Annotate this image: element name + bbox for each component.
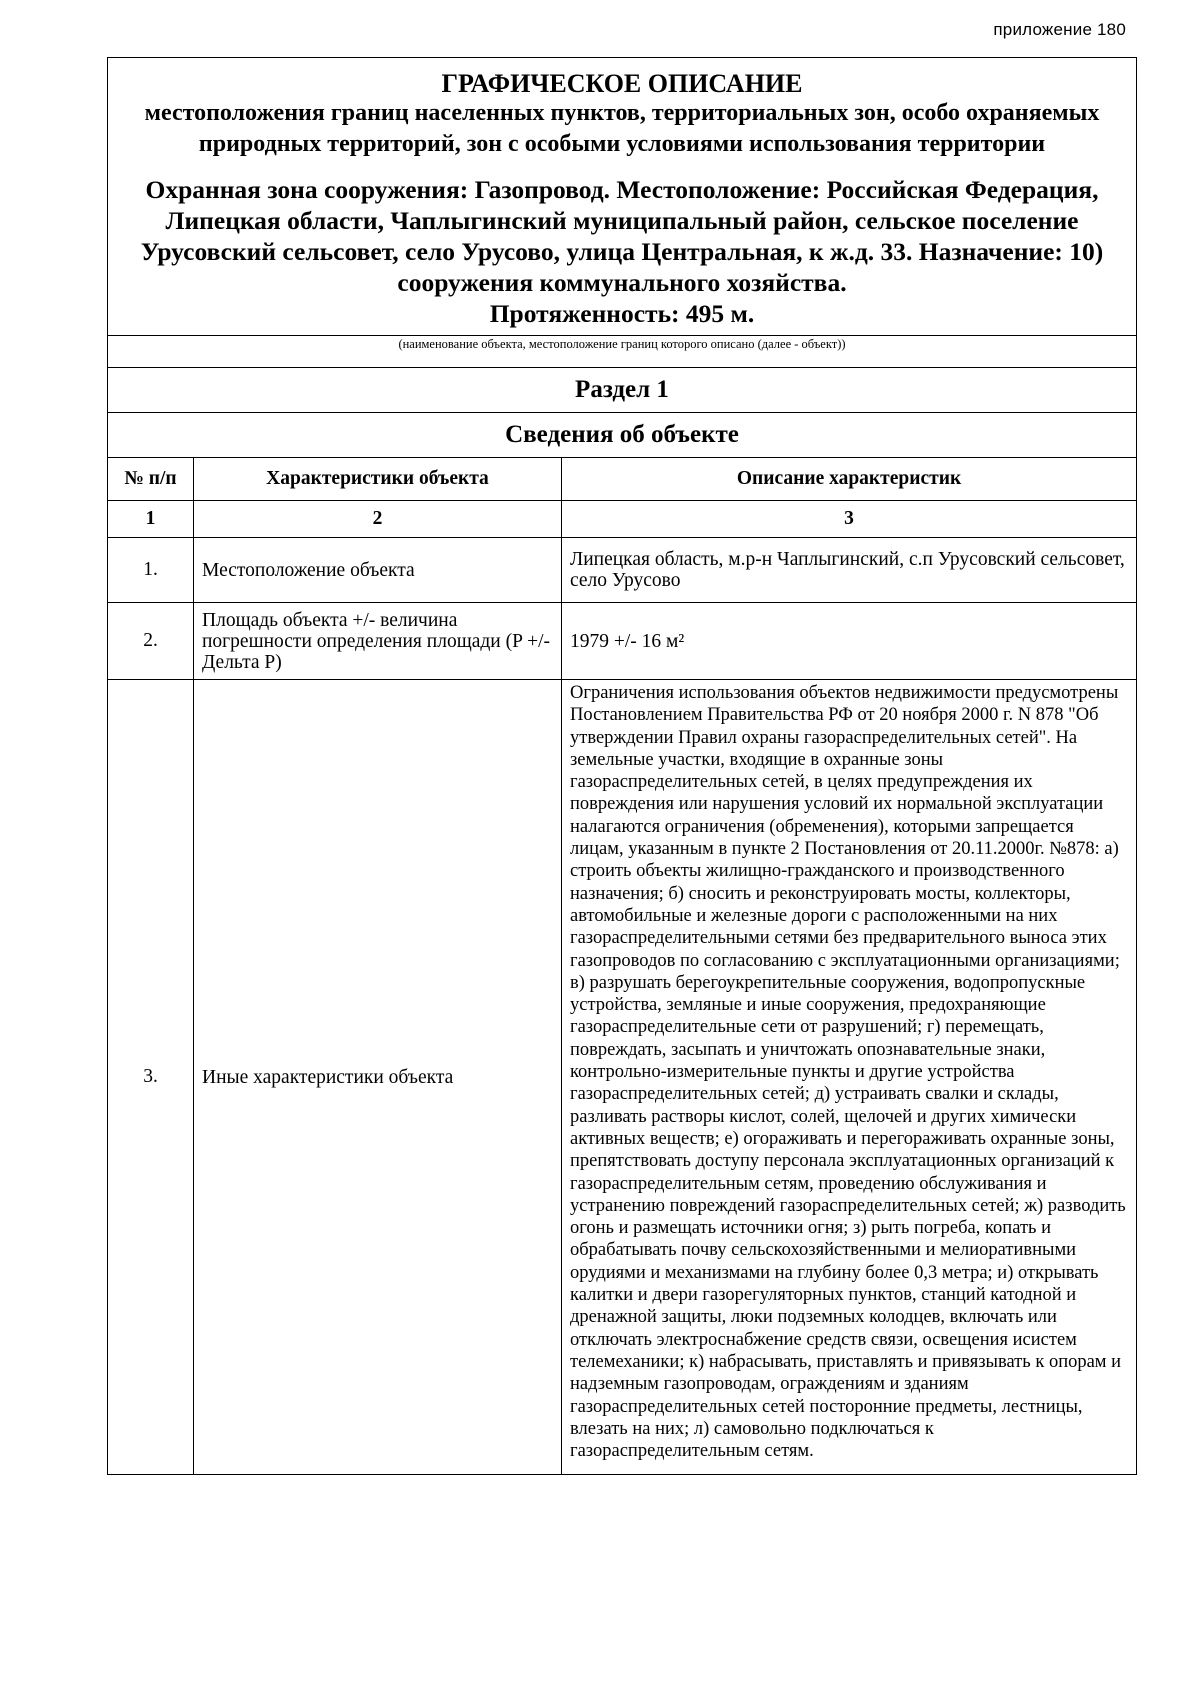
column-number-row — [108, 501, 1137, 538]
row-number: 3. — [108, 680, 194, 1475]
row-description: Ограничения использования объектов недвижимости предусмотрены Постановлением Правительства РФ от 20 ноября 2000 г. N 878 "Об утверждении Правил охраны газораспределительных сетей". На земельные участки, входящие в охранные зоны газораспределительных сетей, в целях предупреждения их повреждения или нарушения условий их нормальной эксплуатации налагаются ограничения (обременения), которыми запрещается лицам, указанным в пункте 2 Постановления от 20.11.2000г. №878: а) строить объекты жилищно-гражданского и производственного назначения; б) сносить и реконструировать мосты, коллекторы, автомобильные и железные дороги с расположенными на них газораспределительными сетями без предварительного выноса этих газопроводов по согласованию с эксплуатационными организациями; в) разрушать берегоукрепительные сооружения, водопропускные устройства, земляные и иные сооружения, предохраняющие газораспределительные сети от разрушений; г) перемещать, повреждать, засыпать и уничтожать опознавательные знаки, контрольно-измерительные пункты и другие устройства газораспределительных сетей; д) устраивать свалки и склады, разливать растворы кислот, солей, щелочей и других химически активных веществ; е) огораживать и перегораживать охранные зоны, препятствовать доступу персонала эксплуатационных организаций к газораспределительным сетям, проведению обслуживания и устранению повреждений газораспределительных сетей; ж) разводить огонь и размещать источники огня; з) рыть погреба, копать и обрабатывать почву сельскохозяйственными и мелиоративными орудиями и механизмами на глубину более 0,3 метра; и) открывать калитки и двери газорегуляторных пунктов, станций катодной и дренажной защиты, люки подземных колодцев, включать или отключать электроснабжение средств связи, освещения исистем телемеханики; к) набрасывать, приставлять и привязывать к опорам и надземным газопроводам, ограждениям и зданиям газораспределительных сетей посторонние предметы, лестницы, влезать на них; л) самовольно подключаться к газораспределительным сетям. — [562, 680, 1137, 1475]
section-row — [108, 368, 1137, 413]
column-header-row — [108, 458, 1137, 501]
column-number-2: 2 — [194, 501, 562, 538]
table-row — [108, 538, 1137, 603]
header-row — [108, 58, 1137, 336]
section-title: Раздел 1 — [108, 368, 1137, 413]
object-name-note: (наименование объекта, местоположение границ которого описано (далее - объект)) — [108, 336, 1137, 368]
document-title: ГРАФИЧЕСКОЕ ОПИСАНИЕ — [441, 69, 803, 98]
section-subtitle-row — [108, 413, 1137, 458]
appendix-label: приложение 180 — [993, 20, 1126, 39]
section-subtitle: Сведения об объекте — [108, 413, 1137, 458]
object-name: Охранная зона сооружения: Газопровод. Местоположение: Российская Федерация, Липецкая области, Чаплыгинский муниципальный район, сельское поселение Урусовский сельсовет, село Урусово, улица Центральная, к ж.д. 33. Назначение: 10) сооружения коммунального хозяйства. — [140, 175, 1104, 297]
row-number: 1. — [108, 538, 194, 603]
row-characteristic: Местоположение объекта — [194, 538, 562, 603]
document-table — [107, 57, 1137, 1475]
row-description: 1979 +/- 16 м² — [562, 603, 1137, 680]
column-header-characteristic: Характеристики объекта — [194, 458, 562, 501]
row-characteristic: Площадь объекта +/- величина погрешности определения площади (P +/- Дельта P) — [194, 603, 562, 680]
table-row — [108, 680, 1137, 1475]
column-number-3: 3 — [562, 501, 1137, 538]
document-subtitle: местоположения границ населенных пунктов, территориальных зон, особо охраняемых природных территорий, зон с особыми условиями использования территории — [144, 100, 1100, 157]
table-row — [108, 603, 1137, 680]
graphic-description-document — [107, 57, 1136, 1475]
document-header — [108, 58, 1137, 336]
note-row — [108, 336, 1137, 368]
column-header-number: № п/п — [108, 458, 194, 501]
row-characteristic: Иные характеристики объекта — [194, 680, 562, 1475]
column-header-description: Описание характеристик — [562, 458, 1137, 501]
row-description: Липецкая область, м.р-н Чаплыгинский, с.п Урусовский сельсовет, село Урусово — [562, 538, 1137, 603]
column-number-1: 1 — [108, 501, 194, 538]
row-number: 2. — [108, 603, 194, 680]
object-length: Протяженность: 495 м. — [489, 299, 755, 328]
